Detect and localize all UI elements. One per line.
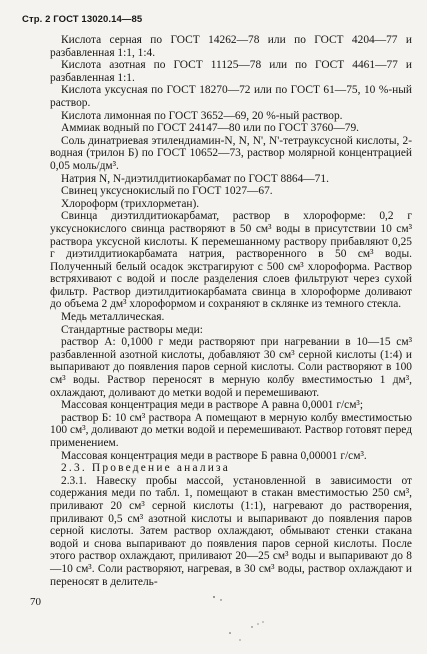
paragraph: Кислота серная по ГОСТ 14262—78 или по ГОСТ 4204—77 и разбавленная 1:1, 1:4. <box>50 34 412 59</box>
paragraph: Кислота уксусная по ГОСТ 18270—72 или по ГОСТ 61—75, 10 %-ный раствор. <box>50 84 412 109</box>
paragraph: Хлороформ (трихлорметан). <box>61 197 200 210</box>
section-heading: 2.3. Проведение анализа <box>61 462 230 475</box>
page-number: 70 <box>30 596 41 608</box>
paragraph: Натрия N, N-диэтилдитиокарбамат по ГОСТ 8864—71. <box>61 172 329 185</box>
paragraph: Медь металлическая. <box>61 311 165 324</box>
running-header: Стр. 2 ГОСТ 13020.14—85 <box>22 14 143 25</box>
paragraph: раствор Б: 10 см³ раствора А помещают в мерную колбу вместимостью 100 см³, доливают до метки водой и перемешивают. Раствор готовят перед применением. <box>50 411 412 449</box>
paragraph: Аммиак водный по ГОСТ 24147—80 или по ГОСТ 3760—79. <box>61 122 359 135</box>
paragraph: Массовая концентрация меди в растворе Б равна 0,00001 г/см³. <box>61 449 367 462</box>
paragraph: Соль динатриевая этилендиамин-N, N, N', N'-тетрауксусной кислоты, 2-водная (трилон Б) по ГОСТ 10652—73, раствор молярной концентрацией 0,05 моль/дм³. <box>50 134 412 172</box>
paragraph: Массовая концентрация меди в растворе А равна 0,0001 г/см³; <box>61 399 364 412</box>
paragraph: Свинец уксуснокислый по ГОСТ 1027—67. <box>61 185 273 198</box>
paragraph: 2.3.1. Навеску пробы массой, установленной в зависимости от содержания меди по табл. 1, помещают в стакан вместимостью 250 см³, приливают 20 см³ серной кислоты (1:1), нагревают до растворения, приливают 0,5 см³ азотной кислоты и выпаривают до появления паров серной кислоты. Затем раствор охлаждают, обмывают стенки стакана водой и снова выпаривают до появления паров серной кислоты. После этого раствор охлаждают, приливают 20—25 см³ воды и выпаривают до 8—10 см³. Соли растворяют, нагревая, в 30 см³ воды, раствор охлаждают и переносят в делитель- <box>50 474 412 588</box>
paragraph: Кислота азотная по ГОСТ 11125—78 или по ГОСТ 4461—77 и разбавленная 1:1. <box>50 59 412 84</box>
paragraph: Стандартные растворы меди: <box>61 323 203 336</box>
paragraph: Кислота лимонная по ГОСТ 3652—69, 20 %-ный раствор. <box>61 109 343 122</box>
paragraph: раствор А: 0,1000 г меди растворяют при нагревании в 10—15 см³ разбавленной азотной кислоты, добавляют 30 см³ серной кислоты (1:4) и выпаривают до появления паров серной кислоты. Соли растворяют в 100 см³ воды. Раствор переносят в мерную колбу вместимостью 1 дм³, охлаждают, доливают до метки водой и перемешивают. <box>50 336 412 399</box>
paragraph: Свинца диэтилдитиокарбамат, раствор в хлороформе: 0,2 г уксуснокислого свинца растворяют в 50 см³ воды в присутствии 10 см³ раствора уксусной кислоты. К перемешанному раствору прибавляют 0,25 г диэтилдитиокарбамата натрия, растворенного в 50 см³ воды. Полученный белый осадок экстрагируют с 500 см³ хлороформа. Раствор встряхивают с водой и после разделения слоев фильтруют через сухой фильтр. Раствор диэтилдитиокарбамата свинца в хлороформе доливают до объема 2 дм³ хлороформом и сохраняют в склянке из темного стекла. <box>50 210 412 311</box>
